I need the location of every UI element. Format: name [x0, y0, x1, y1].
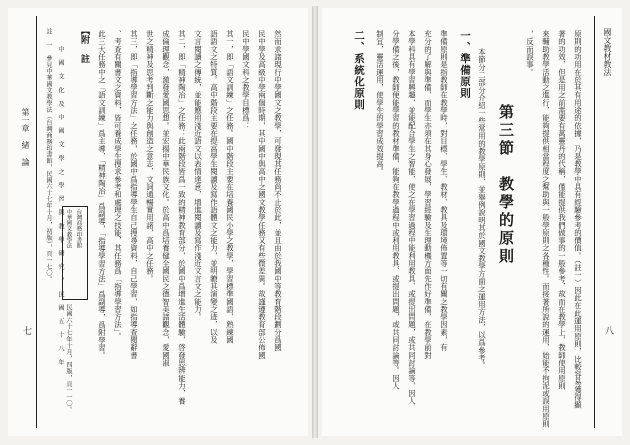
subsection-1-line-3: 本學科具有學習興趣，並能配合學生之智能，使之在學習過程中能利用教具、或提出問題，或共同討論等，因人	[407, 30, 417, 405]
right-page	[322, 8, 622, 436]
subsection-1-line-2: 充分的了解與準備，而學生亦須在其身心發展，學習經驗及生理動機方面先作好準備，在教學前對	[423, 30, 433, 359]
body-line-8: 成倫理觀念，激發愛國思想。並宏揚中華民族文化。於高中爲培養健全國民之德智美諸觀念，愛國淑	[161, 30, 171, 367]
citation-date: 民國六十七年十月，四版，頁一一〇。	[65, 304, 72, 413]
subsection-1-line-5: 制宜，靈活運用，使學生的學習成效提高。	[375, 30, 385, 176]
body-line-12: 此三大任務中之「語文訓練」爲主導，「精神陶冶」爲副導，「指導學習方法」爲副導，爲附學習。	[97, 30, 107, 360]
note-item-1: 註 一 參見中華國文教學法（台灣商務印書館，民國六十七年十月，初版），頁一七〇。	[45, 28, 52, 283]
body-line-6: 文言閱讀之傳統，並能應用淺近語文以表情達意，增進閱讀及寫作淺近文言文之能力。	[193, 30, 203, 321]
section-title: 第三節 教學的原則	[497, 104, 515, 266]
intro-line-3: 來輔助教學活動之進行，能夠提供相當程度之幫助與一般學原則之各種性。而接著所說的運用，始能不拘泥或誤用原則	[541, 30, 551, 428]
section-intro: 本節分二部分介紹一些常用的教學原則，並舉例說明其於國文教學方面之運用方法，以爲參考。	[477, 48, 487, 370]
notes-label: 【附 註	[79, 26, 89, 63]
body-line-1: 然而求諸現行中學國文之教學，可發現其任務尚不止於此，並且由於我國中等教育階段劃分爲國	[273, 30, 283, 352]
body-line-2: 民中學及高級中學兩個時期，其中國中與高中之國文教學任務又有些微差異。故謹遵教育部公佈國	[257, 30, 267, 359]
body-line-11: 、考查有關書文之資料，皆可養成學生搜求參考和處理之技能，其任務爲「指導學習方法」。	[113, 30, 123, 340]
citation-vol: 台灣商務印書館	[75, 209, 82, 249]
book-gutter	[312, 6, 318, 438]
intro-line-1: 原則的功用在於其有用途的依據，乃是教學中具有經驗參考的價值。（註一）因此在此運用原則，比較容易獲得顯	[573, 30, 583, 409]
body-line-4: 其一，即「語文訓練」之任務。國中階段主要在培養國民小學之教學，學習標準國語，熟練國	[225, 30, 235, 344]
left-running-header: 第一章 緒 論	[21, 108, 30, 166]
left-header-rule	[36, 16, 37, 428]
body-line-5: 語語文之特質。高中階段主要在提高學生閱讀及寫作語體文之能力，並明瞭其演變之迹，以及	[209, 30, 219, 344]
left-page-number: 七	[21, 326, 31, 335]
subsection-1-line-1: 準備原則是指教師在教學時，對目標、學生、教材、教具及環境佈置等一切有關之教學因素，有	[439, 30, 449, 352]
body-line-3: 民中學國文科之教學目標爲：	[241, 30, 251, 130]
right-running-header: 國文教材教法	[603, 28, 612, 76]
intro-line-2: 著的功效，但是用之前需要有萬靈丹的代稱，僅能提供我們做事的一般參考，故而在教學上，教師使用原則	[557, 30, 567, 390]
body-line-7: 其二，即「精神陶冶」之任務：此兩階段皆爲一致的精神教育部分，於國中爲增進生活體驗，啓發思辨能力，養	[177, 30, 187, 405]
citation-box	[62, 206, 88, 300]
citation-publisher: 中華國文教學法	[65, 209, 72, 249]
body-line-10: 其三，即「指導學習方法」之任務，於國中爲指導學生自己搜尋資料，自己學習，如指導查閱辭書	[129, 30, 139, 359]
right-page-number: 八	[603, 326, 613, 335]
right-header-rule	[594, 16, 595, 428]
subsection-1-title: 一、準備原則	[459, 30, 471, 99]
subsection-1-line-4: 分學備之後，教師便能學習的教材準備，能夠在教學過程中或利用教具、或提出問題，或共同討論等。因人	[391, 30, 401, 390]
note-item-2: 中 國 文 化 及 中 國 文 學 之 學 習 與 教 學 研 究 ， 民 國 五 十 八 年	[57, 46, 64, 366]
subsection-2-title: 二、系統化原則	[353, 30, 365, 111]
left-page	[8, 8, 308, 436]
intro-line-4: ，反而誤事。	[525, 30, 535, 76]
body-line-9: 世之精神及思考判斷之能力與創造之意志，文詞通暢實用諸，高中之任務。	[145, 30, 155, 283]
